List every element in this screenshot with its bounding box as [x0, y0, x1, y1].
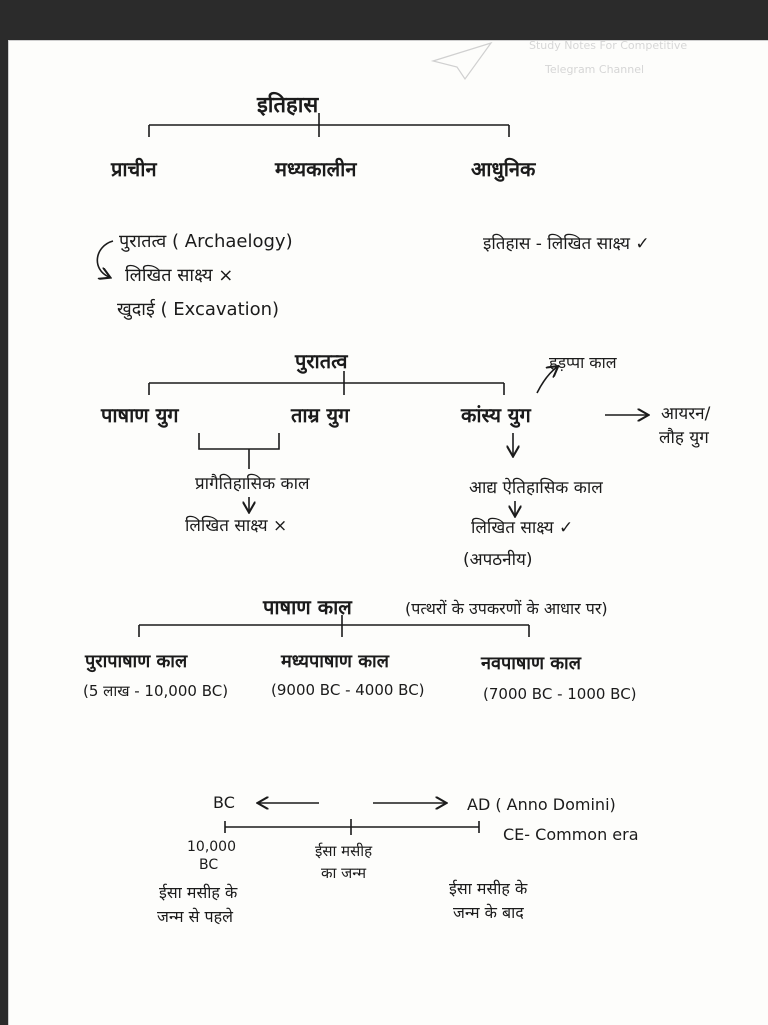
history-note: इतिहास - लिखित साक्ष्य ✓: [483, 234, 650, 254]
ce-label: CE- Common era: [503, 825, 639, 844]
birth-of-christ-1: ईसा मसीह: [315, 842, 373, 860]
bc-label: BC: [213, 793, 235, 812]
paleolithic-range: (5 लाख - 10,000 BC): [83, 682, 229, 700]
iron-label-1: आयरन/: [661, 404, 711, 424]
prehistoric-label: प्रागैतिहासिक काल: [195, 474, 310, 494]
left-written-evidence: लिखित साक्ष्य ×: [185, 516, 288, 536]
excavation-line: खुदाई ( Excavation): [117, 299, 280, 320]
written-evidence-no: लिखित साक्ष्य ×: [125, 265, 234, 286]
copper-age-label: ताम्र युग: [291, 403, 350, 427]
history-title: इतिहास: [257, 93, 319, 118]
timeline-left-number: 10,000: [187, 839, 236, 855]
after-christ-2: जन्म के बाद: [453, 903, 524, 922]
timeline-left-bc: BC: [199, 857, 219, 873]
undeciphered-note: (अपठनीय): [463, 550, 533, 570]
stone-period-subtitle: (पत्थरों के उपकरणों के आधार पर): [405, 599, 608, 618]
protohistoric-label: आद्य ऐतिहासिक काल: [469, 478, 603, 498]
stone-age-label: पाषाण युग: [101, 403, 179, 427]
watermark-line1: Study Notes For Competitive: [529, 39, 688, 52]
mesolithic-label: मध्यपाषाण काल: [281, 651, 389, 672]
mesolithic-range: (9000 BC - 4000 BC): [271, 681, 425, 699]
notes-page: [8, 40, 768, 1025]
archaeology-title: पुरातत्व: [295, 349, 348, 373]
right-written-evidence: लिखित साक्ष्य ✓: [471, 518, 574, 538]
neolithic-range: (7000 BC - 1000 BC): [483, 685, 637, 703]
stone-period-title: पाषाण काल: [263, 595, 352, 619]
neolithic-label: नवपाषाण काल: [481, 653, 581, 674]
medieval-label: मध्यकालीन: [275, 157, 357, 181]
birth-of-christ-2: का जन्म: [321, 864, 367, 882]
before-christ-1: ईसा मसीह के: [159, 883, 238, 902]
bronze-age-label: कांस्य युग: [461, 403, 531, 427]
harappa-label: हड़प्पा काल: [549, 353, 617, 372]
ad-label: AD ( Anno Domini): [467, 795, 616, 814]
before-christ-2: जन्म से पहले: [157, 907, 233, 926]
watermark-line2: Telegram Channel: [545, 63, 645, 76]
diagram-lines: [9, 41, 768, 1025]
ancient-label: प्राचीन: [111, 157, 157, 181]
after-christ-1: ईसा मसीह के: [449, 879, 528, 898]
modern-label: आधुनिक: [471, 157, 536, 181]
paleolithic-label: पुरापाषाण काल: [85, 651, 188, 672]
iron-label-2: लौह युग: [659, 428, 709, 448]
archaeology-line: पुरातत्व ( Archaelogy): [119, 231, 293, 252]
